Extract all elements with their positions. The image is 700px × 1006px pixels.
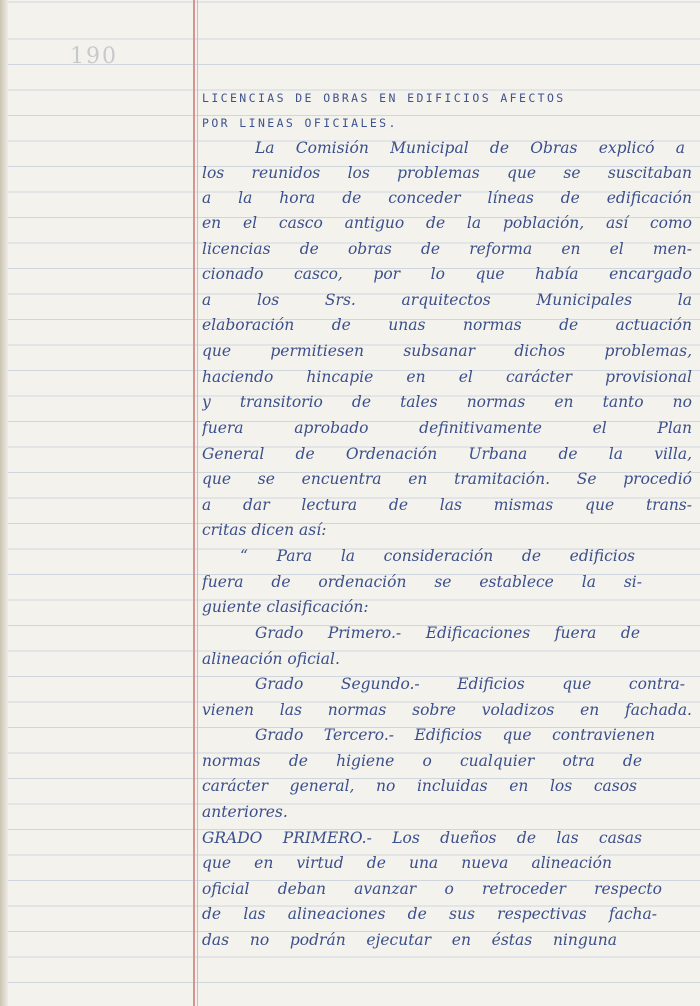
text-line: Grado Tercero.- Edificios que contravienen: [255, 726, 655, 744]
text-line: carácter general, no incluidas en los casos: [202, 777, 637, 795]
margin-rule-secondary: [197, 0, 198, 1006]
text-line: de las alineaciones de sus respectivas facha-: [202, 905, 657, 923]
text-line: elaboración de unas normas de actuación: [202, 316, 692, 334]
text-line: GRADO PRIMERO.- Los dueños de las casas: [202, 829, 642, 847]
text-line: que en virtud de una nueva alineación: [202, 854, 612, 872]
text-line: y transitorio de tales normas en tanto no: [202, 393, 692, 411]
text-line: cionado casco, por lo que había encargado: [202, 265, 692, 283]
text-line: en el casco antiguo de la población, así como: [202, 214, 692, 232]
page-edge: [0, 0, 8, 1006]
text-line: que permitiesen subsanar dichos problemas,: [202, 342, 692, 360]
text-line: guiente clasificación:: [202, 598, 369, 616]
text-line: anteriores.: [202, 803, 288, 821]
text-line: “ Para la consideración de edificios: [240, 547, 635, 565]
text-line: a dar lectura de las mismas que trans-: [202, 496, 692, 514]
text-line: vienen las normas sobre voladizos en fachada.: [202, 701, 692, 719]
text-line: que se encuentra en tramitación. Se procedió: [202, 470, 692, 488]
margin-rule: [193, 0, 195, 1006]
text-line: fuera de ordenación se establece la si-: [202, 573, 642, 591]
text-line: normas de higiene o cualquier otra de: [202, 752, 642, 770]
text-line: critas dicen así:: [202, 521, 327, 539]
text-line: La Comisión Municipal de Obras explicó a: [255, 139, 685, 157]
text-line: fuera aprobado definitivamente el Plan: [202, 419, 692, 437]
text-line: a la hora de conceder líneas de edificación: [202, 189, 692, 207]
text-line: Grado Segundo.- Edificios que contra-: [255, 675, 685, 693]
title-line: POR LINEAS OFICIALES.: [202, 116, 398, 130]
text-line: haciendo hincapie en el carácter provisional: [202, 368, 692, 386]
text-line: alineación oficial.: [202, 650, 340, 668]
text-line: das no podrán ejecutar en éstas ninguna: [202, 931, 617, 949]
text-line: Grado Primero.- Edificaciones fuera de: [255, 624, 640, 642]
text-line: General de Ordenación Urbana de la villa,: [202, 445, 692, 463]
title-line: LICENCIAS DE OBRAS EN EDIFICIOS AFECTOS: [202, 91, 566, 105]
text-line: oficial deban avanzar o retroceder respecto: [202, 880, 662, 898]
text-line: a los Srs. arquitectos Municipales la: [202, 291, 692, 309]
page-number: 190: [70, 44, 118, 69]
text-line: los reunidos los problemas que se suscitaban: [202, 164, 692, 182]
text-line: licencias de obras de reforma en el men-: [202, 240, 692, 258]
